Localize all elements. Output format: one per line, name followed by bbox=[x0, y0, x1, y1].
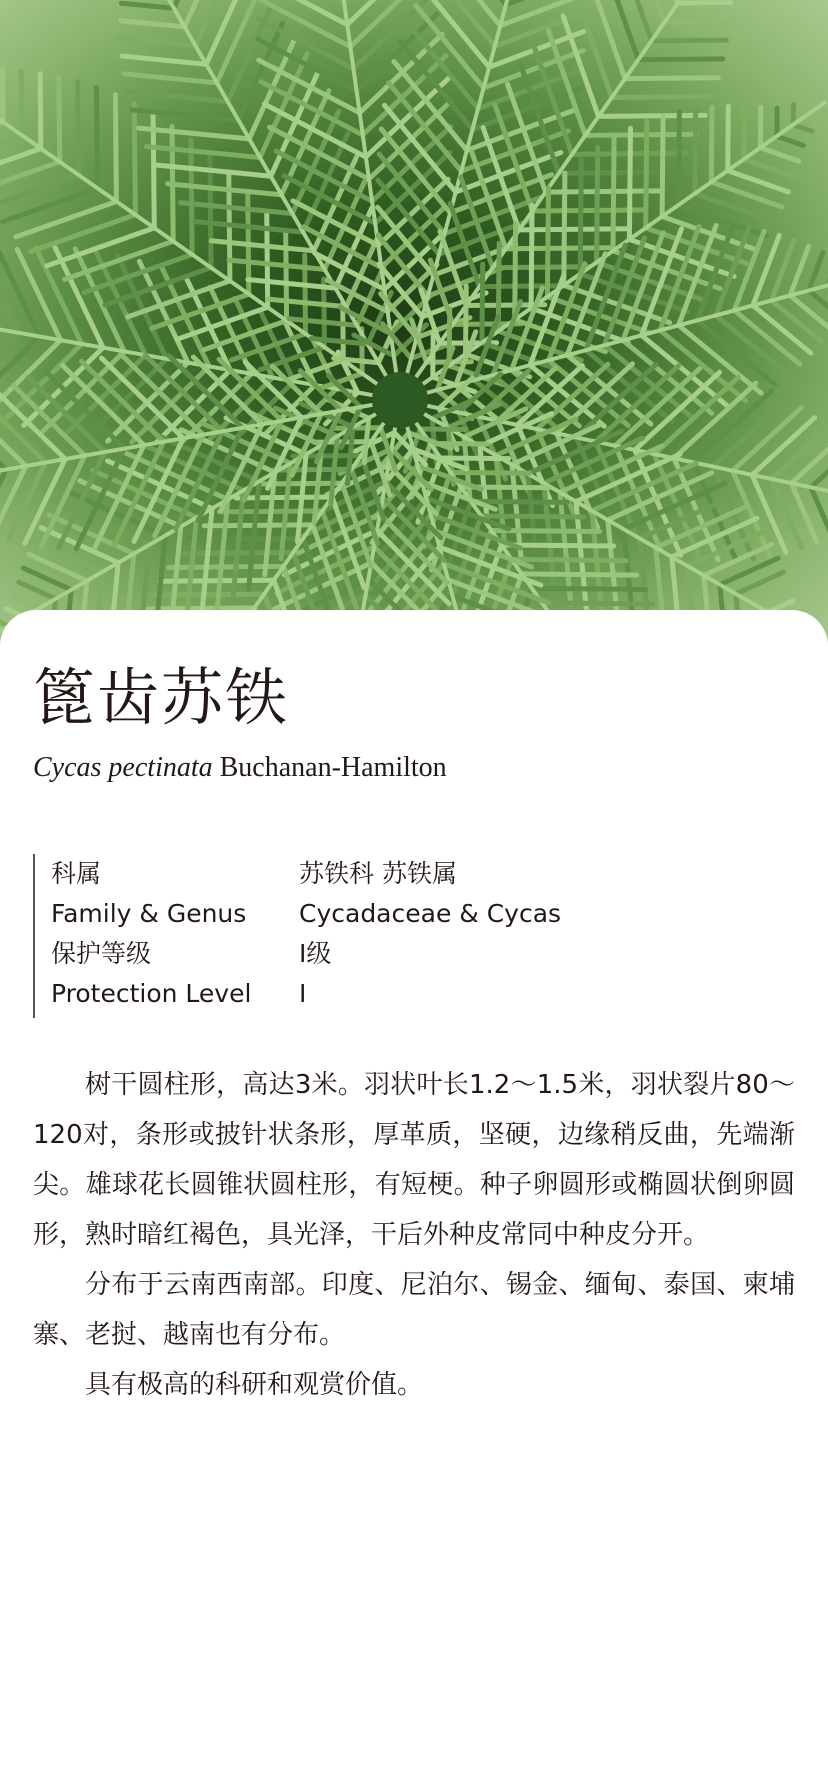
frond-center bbox=[372, 372, 428, 428]
cycas-fronds-image bbox=[0, 0, 828, 650]
description-paragraph-distribution: 分布于云南西南部。印度、尼泊尔、锡金、缅甸、泰国、柬埔寨、老挝、越南也有分布。 bbox=[33, 1270, 795, 1350]
scientific-name-species: Cycas pectinata bbox=[33, 752, 213, 783]
info-card bbox=[0, 610, 828, 1792]
classification-block bbox=[33, 854, 655, 1018]
protection-label-cn: 保护等级 bbox=[51, 939, 152, 968]
description bbox=[33, 1060, 795, 1410]
protection-value-cn: Ⅰ级 bbox=[299, 939, 332, 968]
family-label-cn: 科属 bbox=[51, 859, 102, 888]
scientific-name-author: Buchanan-Hamilton bbox=[219, 752, 447, 783]
description-paragraph-morphology: 树干圆柱形，高达3米。羽状叶长1.2～1.5米，羽状裂片80～120对，条形或披针状条形，厚革质，坚硬，边缘稍反曲，先端渐尖。雄球花长圆锥状圆柱形，有短梗。种子卵圆形或椭圆状倒卵圆形，熟时暗红褐色，具光泽，干后外种皮常同中种皮分开。 bbox=[33, 1070, 795, 1250]
description-paragraph-value: 具有极高的科研和观赏价值。 bbox=[85, 1370, 424, 1400]
plant-name-chinese: 篦齿苏铁 bbox=[33, 661, 290, 734]
family-value-en: Cycadaceae & Cycas bbox=[299, 899, 562, 928]
scientific-name bbox=[33, 750, 447, 786]
protection-label-en: Protection Level bbox=[51, 979, 252, 1008]
plant-photo bbox=[0, 0, 828, 650]
family-value-cn: 苏铁科 苏铁属 bbox=[299, 859, 457, 888]
protection-value-en: Ⅰ bbox=[299, 979, 307, 1008]
family-label-en: Family & Genus bbox=[51, 899, 247, 928]
